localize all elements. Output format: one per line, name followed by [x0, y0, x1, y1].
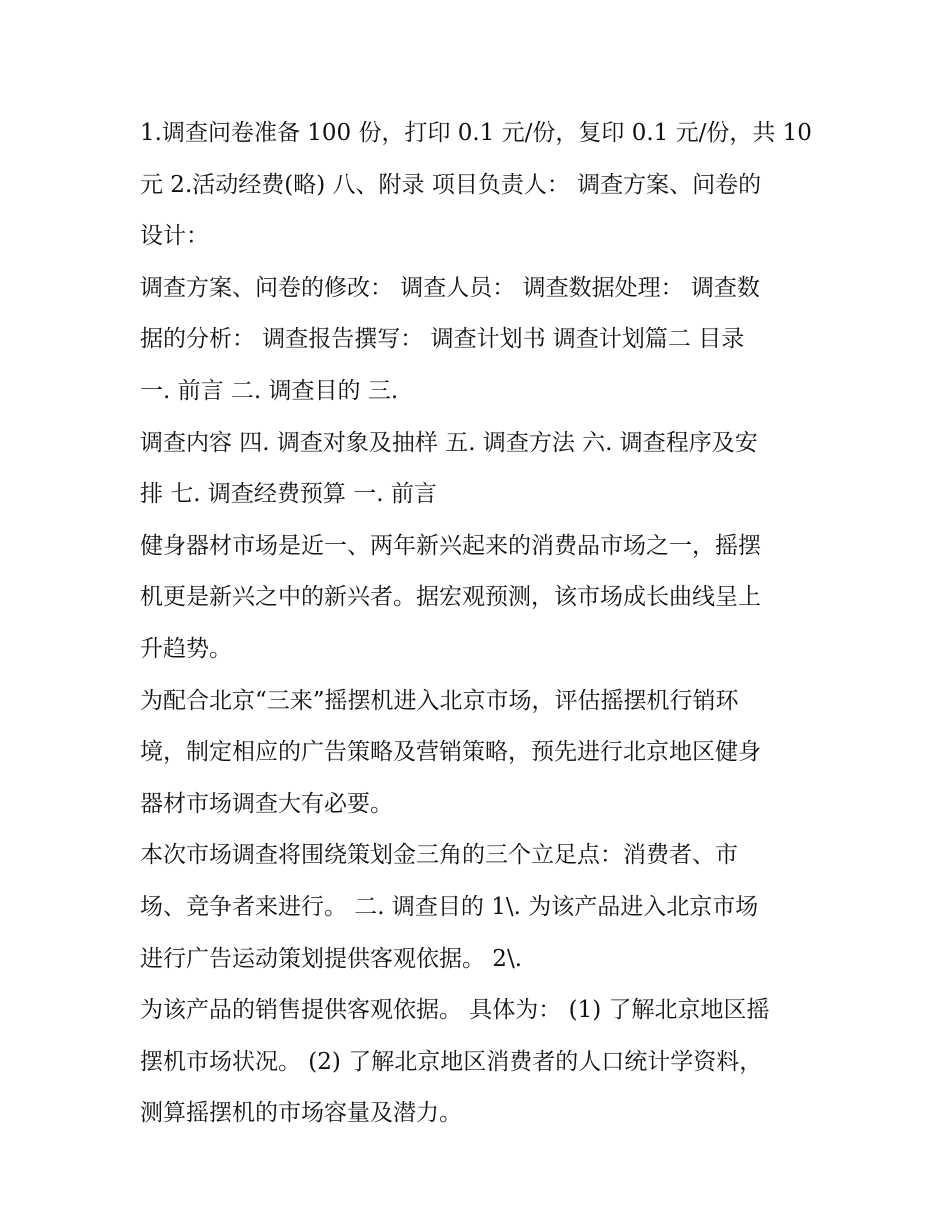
text-line: 境，制定相应的广告策略及营销策略，预先进行北京地区健身: [140, 739, 761, 766]
text-line: 调查方案、问卷的修改： 调查人员： 调查数据处理： 调查数: [140, 274, 760, 301]
text-line: 健身器材市场是近一、两年新兴起来的消费品市场之一，摇摆: [140, 532, 761, 559]
text-line: 进行广告运动策划提供客观依据。 2\.: [140, 945, 523, 972]
text-line: 调查内容 四. 调查对象及抽样 五. 调查方法 六. 调查程序及安: [140, 429, 758, 456]
text-line: 升趋势。: [140, 635, 232, 662]
document-body: [140, 108, 820, 1140]
text-line: 本次市场调查将围绕策划金三角的三个立足点：消费者、市: [140, 842, 738, 869]
text-line: 元 2.活动经费(略) 八、附录 项目负责人： 调查方案、问卷的: [140, 171, 762, 198]
text-line: 场、竞争者来进行。 二. 调查目的 1\. 为该产品进入北京市场: [140, 893, 759, 920]
text-line: 为该产品的销售提供客观依据。 具体为： (1) 了解北京地区摇: [140, 997, 770, 1024]
text-line: 设计：: [140, 223, 209, 250]
text-line: 据的分析： 调查报告撰写： 调查计划书 调查计划篇二 目录: [140, 326, 745, 353]
text-line: 一. 前言 二. 调查目的 三.: [140, 377, 399, 404]
text-line: 1.调查问卷准备 100 份，打印 0.1 元/份，复印 0.1 元/份，共 10: [140, 120, 812, 146]
text-line: 器材市场调查大有必要。: [140, 790, 393, 817]
text-line: 测算摇摆机的市场容量及潜力。: [140, 1100, 462, 1127]
text-line: 摆机市场状况。 (2) 了解北京地区消费者的人口统计学资料，: [140, 1048, 763, 1075]
text-line: 机更是新兴之中的新兴者。据宏观预测，该市场成长曲线呈上: [140, 584, 761, 611]
text-line: 为配合北京“三来”摇摆机进入北京市场，评估摇摆机行销环: [140, 687, 739, 714]
text-line: 排 七. 调查经费预算 一. 前言: [140, 481, 437, 508]
